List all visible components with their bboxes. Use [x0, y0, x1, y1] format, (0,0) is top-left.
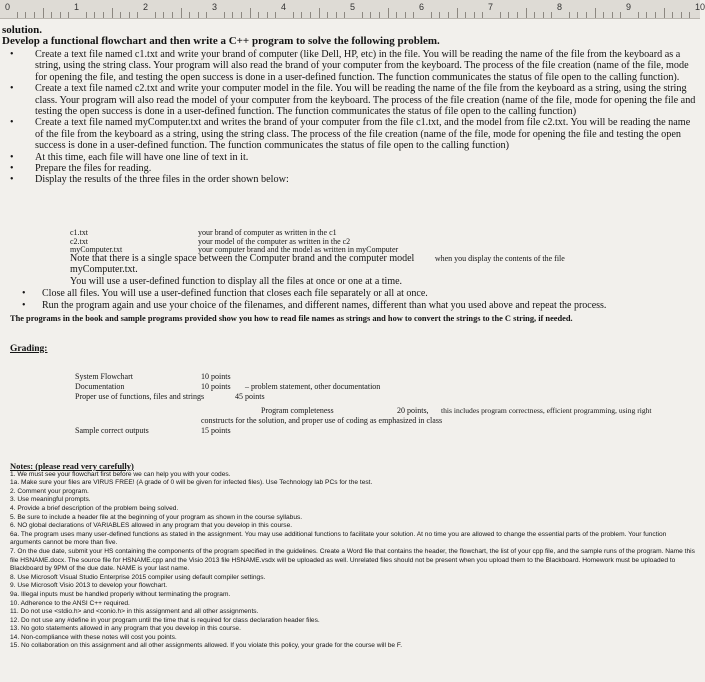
list-item: • At this time, each file will have one line of text in it.	[10, 151, 249, 163]
notes-heading: Notes: (please read very carefully)	[10, 461, 134, 471]
note-line: 13. No goto statements allowed in any program that you develop in this course.	[10, 625, 241, 633]
note-line: 9a. Illegal inputs must be handled properly without terminating the program.	[10, 590, 231, 598]
ruler-number: 6	[419, 2, 425, 12]
note-line: 15. No collaboration on this assignment and all other assignments allowed. If you violate this policy, your grade for the course will be F.	[10, 642, 403, 650]
ruler-tick	[319, 8, 320, 18]
list-item: • Create a text file named myComputer.txt and writes the brand of your computer from the file c1.txt, and the model from file c2.txt. You will be reading the name of the file from the keyboard as a string, using the string class. The process of the file creation (name of the file, mode for opening the file and testing the open success is done in a user-defined function. The function communicates the status of file open to the calling function)	[10, 117, 691, 152]
ruler-tick	[457, 8, 458, 18]
note-line: 1a. Make sure your files are VIRUS FREE! (A grade of 0 will be given for infected files). Use Technology lab PCs for the test.	[10, 479, 373, 487]
note-line: 12. Do not use any #define in your program until the time that is required for class declaration header files.	[10, 616, 320, 624]
table-row: Documentation 10 points – problem statement, other documentation	[75, 382, 381, 391]
notes-section	[10, 462, 696, 651]
note-line: 6a. The program uses many user-defined functions as stated in the assignment. You may use additional functions to facilitate your solution. At no time you are allowed to change the essential parts of the problem. Your function arguments cannot be more than five.	[10, 530, 667, 547]
ruler-number: 0	[5, 2, 11, 12]
page-heading: solution.	[2, 24, 43, 36]
ruler	[0, 0, 705, 19]
note-line: 11. Do not use <stdio.h> and <conio.h> in this assignment and all other assignments.	[10, 608, 259, 616]
table-row: Sample correct outputs 15 points	[75, 426, 231, 435]
books-note: The programs in the book and sample programs provided show you how to read file names as strings and how to convert the strings to the C string, if needed.	[10, 314, 573, 323]
ruler-number: 10	[695, 2, 705, 12]
note-filename: myComputer.txt.	[70, 264, 138, 275]
ruler-number: 9	[626, 2, 632, 12]
ruler-number: 3	[212, 2, 218, 12]
output-listing	[70, 229, 398, 255]
ruler-tick	[526, 8, 527, 18]
ruler-number: 4	[281, 2, 287, 12]
ruler-number: 8	[557, 2, 563, 12]
note-line: 14. Non-compliance with these notes will cost you points.	[10, 633, 177, 641]
spacing-note: Note that there is a single space between the Computer brand and the computer model when you display the contents of the file	[70, 253, 565, 264]
ruler-number: 5	[350, 2, 356, 12]
list-item: • Display the results of the three files in the order shown below:	[10, 174, 289, 186]
ruler-number: 1	[74, 2, 80, 12]
note-line: 3. Use meaningful prompts.	[10, 496, 91, 504]
grading-table	[75, 372, 695, 436]
list-item: • Close all files. You will use a user-defined function that closes each file separately or all at once.	[22, 288, 428, 299]
note-line: 1. We must see your flowchart first before we can help you with your codes.	[10, 470, 231, 478]
ruler-tick	[664, 8, 665, 18]
note-line: 6. NO global declarations of VARIABLES allowed in any program that you develop in this course.	[10, 522, 293, 530]
ruler-number: 2	[143, 2, 149, 12]
table-row: System Flowchart 10 points	[75, 372, 231, 381]
listing-row: c1.txt your brand of computer as written in the c1	[70, 228, 337, 237]
final-steps-list	[0, 288, 698, 311]
ruler-tick	[250, 8, 251, 18]
ruler-tick	[388, 8, 389, 18]
table-row: Proper use of functions, files and strings 45 points	[75, 392, 265, 401]
note-line: 8. Use Microsoft Visual Studio Enterprise 2015 compiler using default compiler settings.	[10, 573, 266, 581]
grading-heading: Grading:	[10, 344, 48, 354]
ruler-tick	[181, 8, 182, 18]
ruler-tick	[595, 8, 596, 18]
listing-row: myComputer.txt your computer brand and the model as written in myComputer	[70, 245, 399, 255]
intro-text: Develop a functional flowchart and then write a C++ program to solve the following problem.	[2, 35, 440, 47]
list-item: • Prepare the files for reading.	[10, 163, 152, 175]
requirements-list	[0, 49, 698, 186]
display-function-note: You will use a user-defined function to display all the files at once or one at a time.	[70, 276, 403, 287]
table-row: Program completeness 20 points, this includes program correctness, efficient programming, using right	[261, 406, 652, 415]
list-item: • Create a text file named c2.txt and write your computer model in the file. You will be reading the name of the file from the keyboard as a string, using the string class. Your program will also read the model of your computer from the keyboard. The process of the file creation (name of the file, mode for opening the file and testing the open success is done in a user-defined function. The function communicates the status of file open to the calling function)	[10, 83, 696, 118]
note-line: 5. Be sure to include a header file at the beginning of your program as shown in the course syllabus.	[10, 513, 303, 521]
note-line: 10. Adherence to the ANSI C++ required.	[10, 599, 130, 607]
ruler-tick	[43, 8, 44, 18]
list-item: • Run the program again and use your choice of the filenames, and different names, different than what you used above and repeat the process.	[22, 299, 607, 311]
document-page	[0, 18, 700, 682]
note-line: 9. Use Microsoft Visio 2013 to develop your flowchart.	[10, 582, 168, 590]
note-line: 2. Comment your program.	[10, 487, 89, 495]
note-line: 7. On the due date, submit your HS containing the components of the program specified in the guidelines. Create a Word file that contains the header, the flowchart, the list of your cpp file, and the sample runs of the program. Name this file HSNAME.docx. The source file for HSNAME.cpp and the Visio 2013 file HSNAME.vsdx will be uploaded as well. Unrelated files should not be present when you upload them to the Blackboard. Homework must be uploaded to Blackboard by 9PM of the due date. NAME is your last name.	[10, 547, 695, 573]
table-row: constructs for the solution, and proper use of coding as emphasized in class	[201, 416, 443, 425]
listing-row: c2.txt your model of the computer as written in the c2	[70, 236, 351, 246]
ruler-number: 7	[488, 2, 494, 12]
ruler-tick	[112, 8, 113, 18]
list-item: • Create a text file named c1.txt and write your brand of computer (like Dell, HP, etc) in the file. You will be reading the name of the file from the keyboard as a string, using the string class. Your program will also read the brand of your computer from the keyboard. The process of the file creation (name of the file, mode for opening the file, and testing the open success is done in a user-defined function. The function communicates the status of file open to the calling function).	[10, 49, 689, 83]
note-line: 4. Provide a brief description of the problem being solved.	[10, 504, 179, 512]
